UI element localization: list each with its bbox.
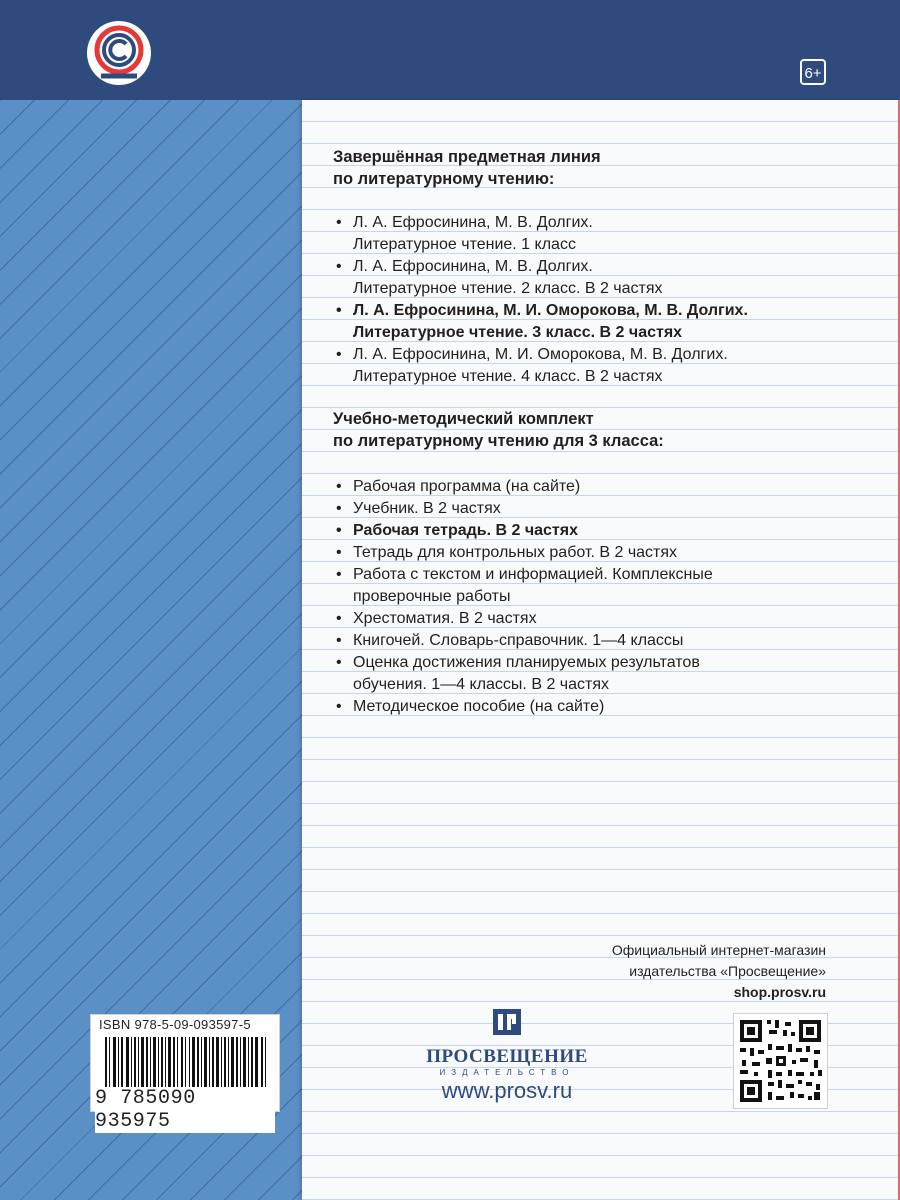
list-item-line1: • Л. А. Ефросинина, М. И. Оморокова, М. В. Долгих.: [353, 346, 728, 363]
list-item-line1: • Методическое пособие (на сайте): [353, 698, 605, 715]
list-item: [333, 300, 853, 344]
website-link[interactable]: www.prosv.ru: [441, 1078, 573, 1103]
list-item-line2: проверочные работы: [353, 588, 511, 605]
list-item-line1: • Оценка достижения планируемых результатов: [353, 654, 700, 671]
list-item: [333, 256, 853, 300]
section1-heading: [333, 146, 853, 190]
shop-info: [540, 940, 826, 1003]
list-item-line1: • Работа с текстом и информацией. Комплексные: [353, 566, 713, 583]
list-item-line2: Литературное чтение. 4 класс. В 2 частях: [353, 368, 663, 385]
section2-list: [333, 476, 853, 718]
publisher-book-icon: [491, 1007, 523, 1037]
section2-heading-line1: Учебно-методический комплект: [333, 410, 594, 428]
publisher-block: [424, 1007, 590, 1077]
list-item-line1: • Рабочая программа (на сайте): [353, 478, 581, 495]
list-item-line1: • Л. А. Ефросинина, М. В. Долгих.: [353, 214, 593, 231]
list-item: [333, 212, 853, 256]
publisher-logo-icon: [86, 20, 152, 86]
publisher-subtitle: ИЗДАТЕЛЬСТВО: [439, 1068, 575, 1077]
section1-heading-line1: Завершённая предметная линия: [333, 148, 601, 166]
section2-heading-line2: по литературному чтению для 3 класса:: [333, 432, 664, 450]
list-item: [333, 564, 853, 608]
list-item-line2: Литературное чтение. 1 класс: [353, 236, 576, 253]
list-item-line1: • Тетрадь для контрольных работ. В 2 частях: [353, 544, 678, 561]
shop-line2: издательства «Просвещение»: [629, 963, 826, 979]
list-item: [333, 652, 853, 696]
list-item-line2: обучения. 1—4 классы. В 2 частях: [353, 676, 610, 693]
shop-line1: Официальный интернет-магазин: [611, 942, 826, 958]
barcode-number: 9 785090 935975: [95, 1087, 275, 1133]
list-item-line1: • Л. А. Ефросинина, М. В. Долгих.: [353, 258, 593, 275]
list-item: [333, 542, 853, 564]
list-item: [333, 344, 853, 388]
shop-url-link[interactable]: shop.prosv.ru: [733, 984, 826, 1000]
qr-code-icon: [733, 1013, 828, 1109]
section1-heading-line2: по литературному чтению:: [333, 170, 555, 188]
section1-list: [333, 212, 853, 388]
list-item: [333, 520, 853, 542]
list-item: [333, 696, 853, 718]
publisher-name: ПРОСВЕЩЕНИЕ: [426, 1046, 588, 1067]
list-item-line1: • Книгочей. Словарь-справочник. 1—4 классы: [353, 632, 684, 649]
list-item-line1: • Учебник. В 2 частях: [353, 500, 501, 517]
isbn-label: ISBN 978-5-09-093597-5: [99, 1017, 251, 1032]
list-item: [333, 630, 853, 652]
list-item-line2: Литературное чтение. 2 класс. В 2 частях: [353, 280, 663, 297]
list-item: [333, 498, 853, 520]
age-rating-badge: 6+: [800, 59, 826, 85]
list-item-line1: • Л. А. Ефросинина, М. И. Оморокова, М. В. Долгих.: [353, 302, 748, 319]
list-item-line1: • Рабочая тетрадь. В 2 частях: [353, 522, 578, 539]
isbn-barcode: [90, 1014, 280, 1133]
list-item: [333, 476, 853, 498]
list-item-line1: • Хрестоматия. В 2 частях: [353, 610, 537, 627]
section2-heading: [333, 408, 853, 452]
list-item: [333, 608, 853, 630]
barcode-bars-icon: [105, 1037, 267, 1093]
list-item-line2: Литературное чтение. 3 класс. В 2 частях: [353, 324, 683, 341]
